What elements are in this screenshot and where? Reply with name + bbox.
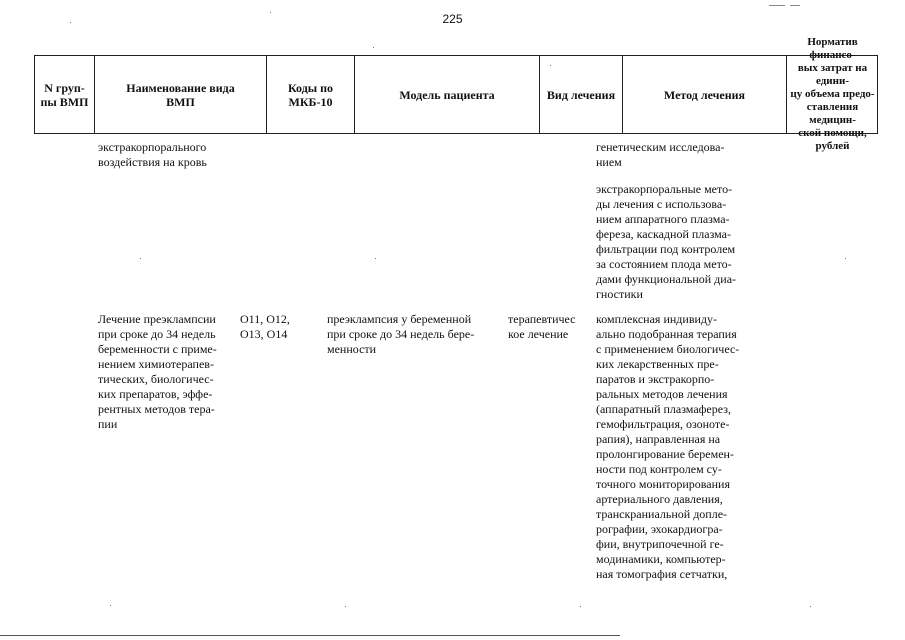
text-line: транскраниальной допле- [596,507,728,521]
text-line: беременности с приме- [98,342,217,356]
text-line: точного мониторирования [596,477,730,491]
text-line: рапия), направленная на [596,432,721,446]
row-treatment-type [508,312,590,342]
header-treatment-type [540,56,623,133]
header-treatment-method [623,56,787,133]
page-number: 225 [442,12,463,26]
text-line: O13, O14 [240,327,288,341]
text-line: ально подобранная терапия [596,327,737,341]
continuation-method [596,140,756,170]
text-line: пролонгирование беремен- [596,447,734,461]
header-text: Метод лечения [663,87,746,102]
text-line: ды лечения с использова- [596,197,727,211]
text-line: генетическим исследова- [596,140,725,154]
text-line: преэклампсия у беременной [327,312,472,326]
text-line: артериального давления, [596,492,723,506]
text-line: терапевтичес [508,312,576,326]
text-line: нием [596,155,622,169]
header-patient-model [355,56,540,133]
text-line: нием аппаратного плазма- [596,212,730,226]
scan-speck [373,47,374,48]
text-line: паратов и экстракорпо- [596,372,715,386]
header-text: Вид лечения [546,87,616,102]
text-line: при сроке до 34 недель бере- [327,327,475,341]
row-vmp-name [98,312,234,432]
text-line: нением химиотерапев- [98,357,214,371]
text-line: пии [98,417,118,431]
header-text: Норматив финансо- вых затрат на едини- цу объема предо- ставления медицин- ской помощи, рублей [790,36,875,152]
scan-speck [270,12,271,13]
text-line: фереза, каскадной плазма- [596,227,732,241]
header-icd-codes [267,56,355,133]
row-patient-model [327,312,507,357]
scan-speck [580,606,581,607]
text-line: дами функциональной диа- [596,272,737,286]
scan-speck [375,258,376,259]
header-text: Наименование вида ВМП [126,80,235,109]
text-line: кое лечение [508,327,569,341]
scan-speck [345,606,346,607]
header-text: Коды по МКБ-10 [287,80,334,109]
header-vmp-name [95,56,267,133]
scan-speck [550,65,551,66]
text-line: гностики [596,287,643,301]
scan-speck [810,606,811,607]
text-line: рографии, эхокардиогра- [596,522,723,536]
text-line: ких лекарственных пре- [596,357,719,371]
text-line: O11, O12, [240,312,290,326]
text-line: ная томография сетчатки, [596,567,728,581]
text-line: модинамики, компьютер- [596,552,726,566]
text-line: за состоянием плода мето- [596,257,732,271]
text-line: гемофильтрация, озоноте- [596,417,730,431]
text-line: фии, внутрипочечной ге- [596,537,724,551]
text-line: с применением биологичес- [596,342,740,356]
text-line: менности [327,342,377,356]
continuation-vmp-name [98,140,234,170]
text-line: ральных методов лечения [596,387,728,401]
scan-speck [140,258,141,259]
header-text: Модель пациента [399,87,495,102]
text-line: ности под контролем су- [596,462,722,476]
text-line: (аппаратный плазмаферез, [596,402,731,416]
text-line: Лечение преэклампсии [98,312,216,326]
continuation-method-2 [596,182,756,302]
scan-edge-line [0,635,620,636]
header-group-number [35,56,95,133]
text-line: комплексная индивиду- [596,312,718,326]
text-line: рентных методов тера- [98,402,215,416]
scan-mark-top-2 [790,5,800,6]
text-line: экстракорпорального [98,140,207,154]
scan-speck [70,22,71,23]
header-cost-standard [787,36,878,152]
text-line: при сроке до 34 недель [98,327,216,341]
row-icd-codes [240,312,320,342]
scan-speck [110,605,111,606]
header-text: N груп- пы ВМП [40,80,89,109]
text-line: тических, биологичес- [98,372,214,386]
text-line: фильтрации под контролем [596,242,736,256]
row-treatment-method [596,312,756,582]
text-line: воздействия на кровь [98,155,207,169]
text-line: ких препаратов, эффе- [98,387,213,401]
scan-speck [845,258,846,259]
scan-mark-top [769,5,785,6]
text-line: экстракорпоральные мето- [596,182,733,196]
